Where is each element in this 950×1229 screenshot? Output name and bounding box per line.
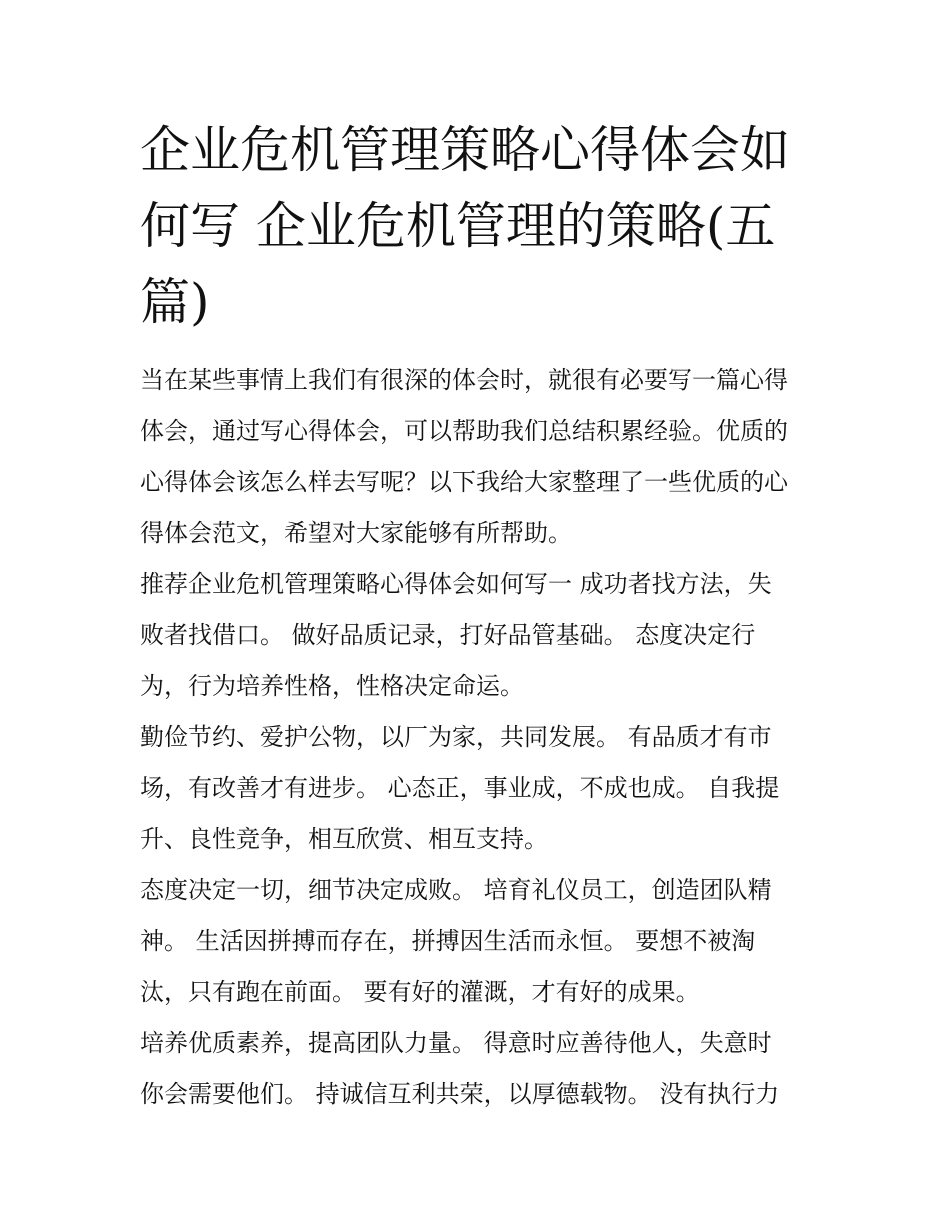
text-line: 败者找借口。 做好品质记录，打好品管基础。 态度决定行	[140, 621, 756, 649]
text-line: 培养优质素养，提高团队力量。 得意时应善待他人，失意时	[140, 1029, 772, 1057]
paragraph-recommendation	[140, 559, 830, 712]
text-line: 当在某些事情上我们有很深的体会时，就很有必要写一篇心得	[140, 366, 788, 394]
text-line: 你会需要他们。 持诚信互利共荣，以厚德载物。 没有执行力	[140, 1080, 780, 1108]
text-line: 勤俭节约、爱护公物，以厂为家，共同发展。 有品质才有市	[140, 723, 772, 751]
title-line: 何写 企业危机管理的策略(五	[140, 197, 776, 255]
text-line: 推荐企业危机管理策略心得体会如何写一 成功者找方法，失	[140, 570, 772, 598]
text-line: 汰，只有跑在前面。 要有好的灌溉，才有好的成果。	[140, 978, 700, 1006]
text-line: 心得体会该怎么样去写呢？以下我给大家整理了一些优质的心	[140, 468, 788, 496]
text-line: 神。 生活因拼搏而存在，拼搏因生活而永恒。 要想不被淘	[140, 927, 756, 955]
title-line: 企业危机管理策略心得体会如	[140, 121, 790, 179]
title-line: 篇)	[140, 273, 210, 331]
paragraph-slogans-3	[140, 1018, 830, 1120]
text-line: 体会，通过写心得体会，可以帮助我们总结积累经验。优质的	[140, 417, 788, 445]
text-line: 升、良性竞争，相互欣赏、相互支持。	[140, 825, 548, 853]
text-line: 得体会范文，希望对大家能够有所帮助。	[140, 519, 572, 547]
document-body	[140, 355, 830, 1120]
text-line: 为，行为培养性格，性格决定命运。	[140, 672, 524, 700]
paragraph-slogans-2	[140, 865, 830, 1018]
paragraph-intro	[140, 355, 830, 559]
page-title	[140, 112, 820, 340]
paragraph-slogans-1	[140, 712, 830, 865]
text-line: 场，有改善才有进步。 心态正，事业成，不成也成。 自我提	[140, 774, 780, 802]
text-line: 态度决定一切，细节决定成败。 培育礼仪员工，创造团队精	[140, 876, 772, 904]
